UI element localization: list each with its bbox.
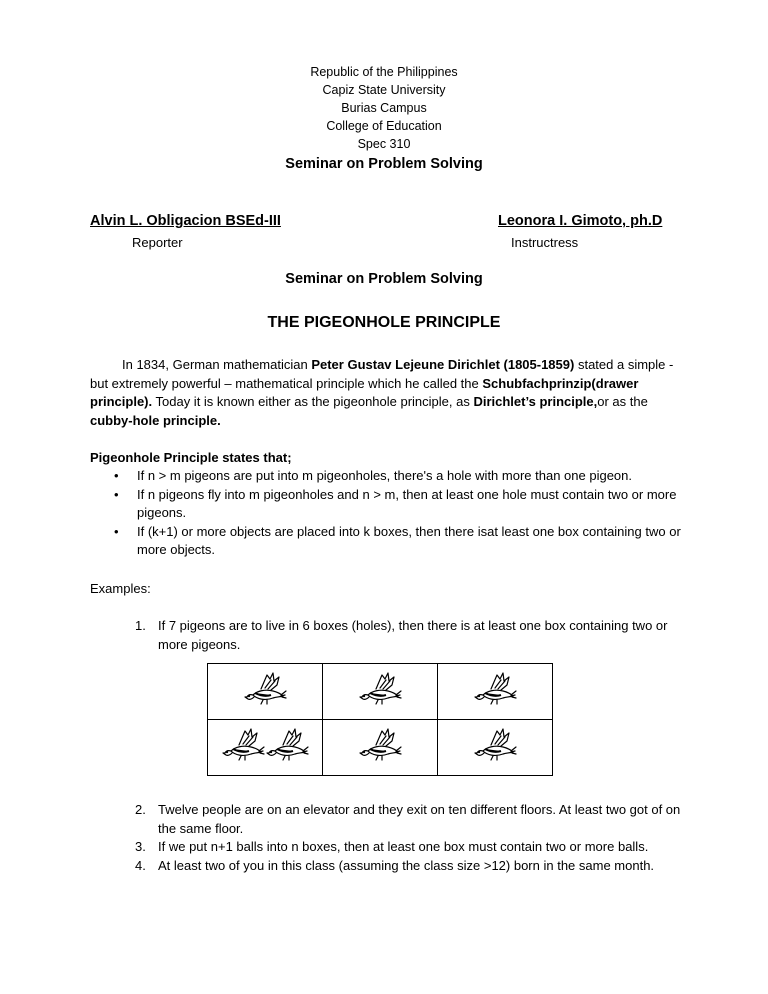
pigeon-icon — [221, 725, 265, 765]
bullet-icon: • — [114, 486, 119, 502]
example-text: Twelve people are on an elevator and they exit on ten different floors. At least two got of on the same floor. — [158, 802, 681, 836]
list-item — [90, 838, 690, 857]
pigeon-icon — [473, 669, 517, 709]
bullet-icon: • — [114, 523, 119, 539]
pigeonhole-box — [438, 720, 553, 776]
intro-paragraph — [90, 356, 680, 430]
pigeon-icon — [243, 669, 287, 709]
example-text: At least two of you in this class (assuming the class size >12) born in the same month. — [158, 857, 655, 873]
pigeon-icon — [473, 725, 517, 765]
reporter-role: Reporter — [132, 235, 183, 250]
list-item — [90, 617, 690, 654]
main-title: THE PIGEONHOLE PRINCIPLE — [267, 314, 501, 331]
header-line-college: College of Education — [326, 119, 442, 133]
list-number: 1. — [135, 618, 146, 633]
header-line-country: Republic of the Philippines — [310, 65, 458, 79]
header-line-university: Capiz State University — [322, 83, 446, 97]
intro-text-4: or as the — [597, 394, 648, 409]
pigeonhole-box — [323, 664, 438, 720]
example-text: If 7 pigeons are to live in 6 boxes (holes), then there is at least one box containing two or more pigeons. — [158, 618, 668, 652]
pigeonhole-box — [323, 720, 438, 776]
principle-heading: Pigeonhole Principle states that; — [90, 450, 292, 465]
intro-text-2: stated a simple - but extremely powerful – mathematical principle which he called the — [90, 357, 674, 391]
intro-bold-dirichlets: Dirichlet’s principle, — [473, 394, 598, 409]
instructress-role: Instructress — [511, 235, 579, 250]
example-text: If we put n+1 balls into n boxes, then at least one box must contain two or more balls. — [158, 839, 649, 854]
reporter-name: Alvin L. Obligacion BSEd-III — [90, 213, 281, 229]
intro-text-3: Today it is known either as the pigeonhole principle, as — [152, 394, 474, 409]
examples-heading: Examples: — [90, 581, 151, 596]
pigeonhole-grid — [207, 663, 553, 776]
intro-text-1: In 1834, German mathematician — [122, 357, 312, 372]
pigeonhole-box — [208, 720, 323, 776]
pigeon-icon — [358, 669, 402, 709]
header-line-campus: Burias Campus — [341, 101, 427, 115]
intro-bold-drawer: Schubfachprinzip(drawer principle). — [90, 375, 639, 409]
bullet-text: If n pigeons fly into m pigeonholes and n > m, then at least one hole must contain two or more pigeons. — [137, 486, 677, 520]
bullet-icon: • — [114, 468, 119, 483]
list-item — [90, 857, 690, 876]
list-item — [90, 523, 690, 560]
header-line-course: Spec 310 — [357, 137, 411, 151]
intro-bold-dirichlet: Peter Gustav Lejeune Dirichlet (1805-1859) — [311, 357, 575, 372]
list-item — [90, 486, 690, 523]
list-number: 2. — [135, 802, 146, 817]
example-list-continued — [90, 801, 690, 875]
bullet-text: If n > m pigeons are put into m pigeonholes, there's a hole with more than one pigeon. — [137, 468, 632, 483]
principle-bullet-list — [90, 467, 690, 560]
pigeon-icon — [358, 725, 402, 765]
bullet-text: If (k+1) or more objects are placed into k boxes, then there isat least one box containing two or more objects. — [137, 523, 681, 557]
pigeon-icon — [265, 725, 309, 765]
list-item — [90, 801, 690, 838]
pigeonhole-box — [438, 664, 553, 720]
instructress-name: Leonora I. Gimoto, ph.D — [498, 213, 663, 229]
list-number: 3. — [135, 839, 146, 854]
intro-bold-cubbyhole: cubby-hole principle. — [90, 412, 221, 428]
list-item — [90, 467, 690, 486]
header-seminar-title: Seminar on Problem Solving — [285, 156, 483, 172]
example-item-1-wrap — [90, 617, 690, 654]
pigeonhole-box — [208, 664, 323, 720]
list-number: 4. — [135, 857, 146, 873]
subtitle: Seminar on Problem Solving — [285, 271, 483, 287]
